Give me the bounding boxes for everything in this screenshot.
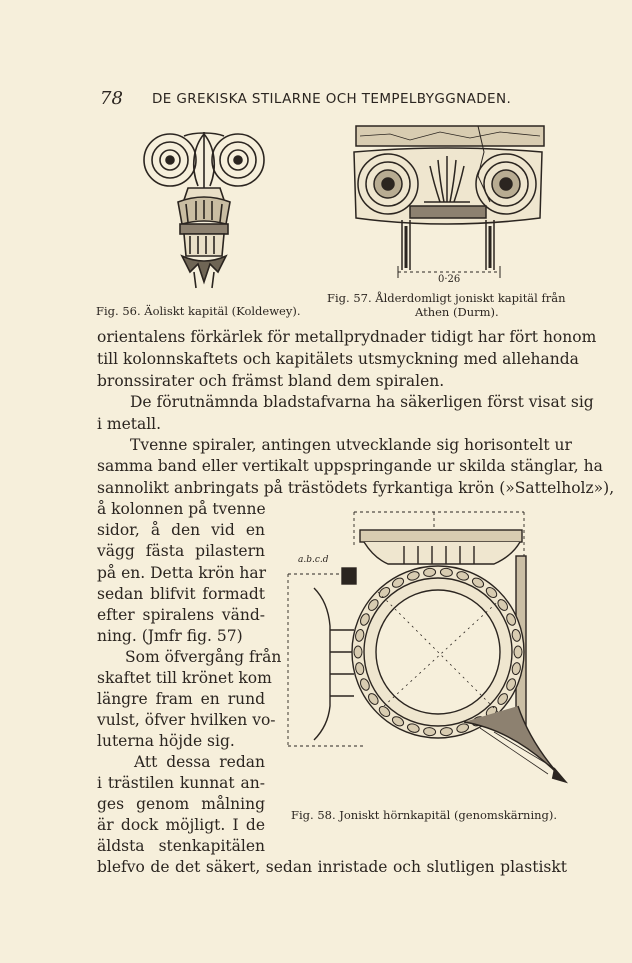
body-line-7: samma band eller vertikalt uppspringande ur skilda stänglar, ha	[97, 457, 603, 475]
narrow-line-2: sidor, å den vid en	[97, 521, 265, 539]
fig57-caption-line2: Athen (Durm).	[415, 305, 499, 319]
narrow-line-16: är dock möjligt. I de	[97, 816, 265, 834]
body-line-8: sannolikt anbringats på trästödets fyrkantiga krön (»Sattelholz»),	[97, 479, 615, 497]
narrow-line-14: i trästilen kunnat an-	[97, 774, 265, 792]
narrow-line-6: efter spiralens vänd-	[97, 606, 265, 624]
narrow-line-8: Som öfvergång från	[125, 648, 282, 666]
fig58-corner-capital-illustration	[284, 506, 572, 788]
running-header	[0, 88, 632, 108]
narrow-line-17: äldsta stenkapitälen	[97, 837, 265, 855]
body-line-4: De förutnämnda bladstafvarna ha säkerligen först visat sig	[130, 393, 594, 411]
narrow-line-11: vulst, öfver hvilken vo-	[97, 711, 276, 729]
fig57-caption-line1: Fig. 57. Ålderdomligt joniskt kapitäl från	[327, 291, 566, 305]
fig58-mark-label: a.b.c.d	[298, 555, 329, 565]
narrow-line-3: vägg fästa pilastern	[97, 542, 265, 560]
narrow-line-10: längre fram en rund	[97, 690, 265, 708]
narrow-line-12: luterna höjde sig.	[97, 732, 235, 750]
body-line-1: orientalens förkärlek för metallprydnader tidigt har fört honom	[97, 328, 597, 346]
bead-ornament	[514, 646, 522, 658]
narrow-line-13: Att dessa redan	[134, 753, 265, 771]
narrow-line-1: å kolonnen på tvenne	[97, 500, 266, 518]
page-number: 78	[100, 88, 123, 109]
body-line-3: bronssirater och främst bland dem spiralen.	[97, 372, 445, 390]
fig57-ionic-capital-illustration	[350, 122, 546, 284]
fig56-aeolic-capital-illustration	[138, 126, 270, 288]
narrow-line-15: ges genom målning	[97, 795, 265, 813]
fig57-dimension-label: 0·26	[438, 274, 461, 285]
bead-ornament	[354, 646, 362, 658]
fig56-caption: Fig. 56. Äoliskt kapitäl (Koldewey).	[96, 304, 301, 318]
body-line-5: i metall.	[97, 415, 162, 433]
narrow-line-5: sedan blifvit formadt	[97, 585, 265, 603]
running-title: DE GREKISKA STILARNE OCH TEMPELBYGGNADEN.	[152, 91, 512, 107]
body-line-6: Tvenne spiraler, antingen utvecklande sig horisontelt ur	[130, 436, 572, 454]
fig58-caption: Fig. 58. Joniskt hörnkapitäl (genomskärning).	[291, 808, 558, 822]
narrow-line-4: på en. Detta krön har	[97, 564, 267, 582]
body-line-last: blefvo de det säkert, sedan inristade och slutligen plastiskt	[97, 858, 567, 876]
body-line-2: till kolonnskaftets och kapitälets utsmyckning med allehanda	[97, 350, 579, 368]
narrow-line-9: skaftet till krönet kom	[97, 669, 272, 687]
narrow-line-7: ning. (Jmfr fig. 57)	[97, 627, 243, 645]
